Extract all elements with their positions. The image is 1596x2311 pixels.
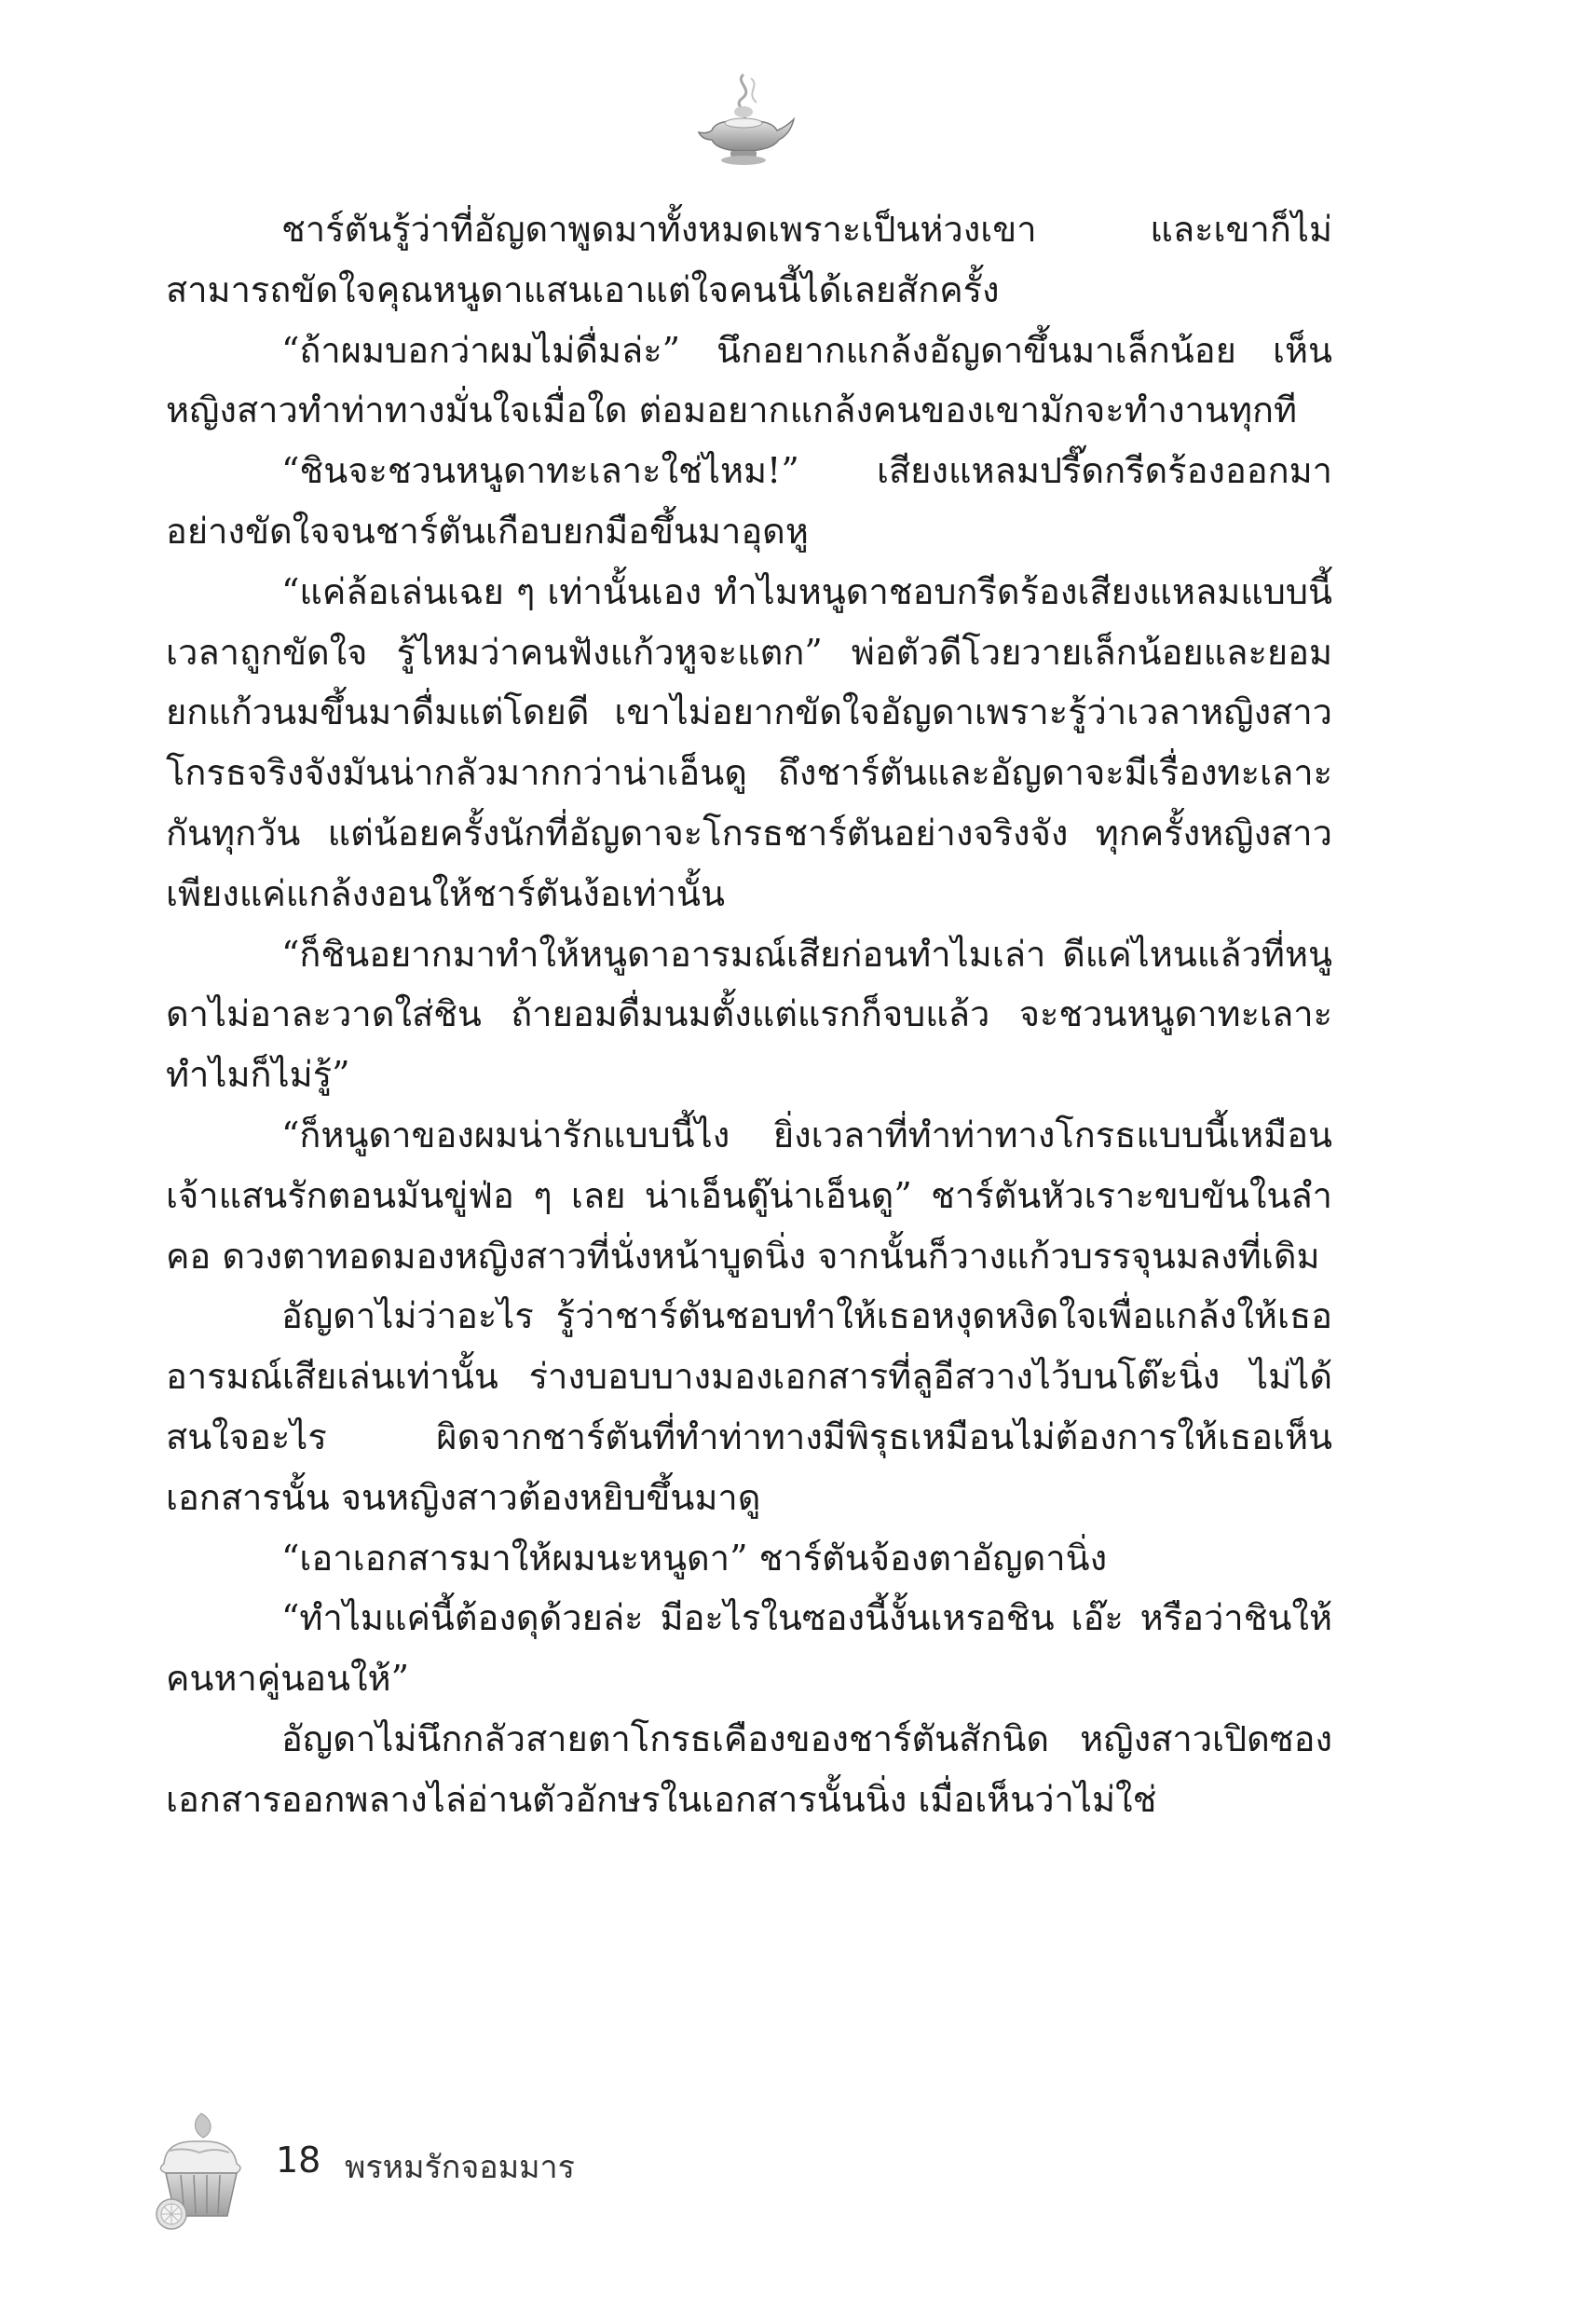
paragraph: “แค่ล้อเล่นเฉย ๆ เท่านั้นเอง ทำไมหนูดาชอบกรีดร้องเสียงแหลมแบบนี้เวลาถูกขัดใจ รู้ไหมว่าคนฟังแก้วหูจะแตก” พ่อตัวดีโวยวายเล็กน้อยและยอมยกแก้วนมขึ้นมาดื่มแต่โดยดี เขาไม่อยากขัดใจอัญดาเพราะรู้ว่าเวลาหญิงสาวโกรธจริงจังมันน่ากลัวมากกว่าน่าเอ็นดู ถึงชาร์ตันและอัญดาจะมีเรื่องทะเลาะกันทุกวัน แต่น้อยครั้งนักที่อัญดาจะโกรธชาร์ตันอย่างจริงจัง ทุกครั้งหญิงสาวเพียงแค่แกล้งงอนให้ชาร์ตันง้อเท่านั้น [166,570,1332,914]
paragraph: “ก็ชินอยากมาทำให้หนูดาอารมณ์เสียก่อนทำไมเล่า ดีแค่ไหนแล้วที่หนูดาไม่อาละวาดใส่ชิน ถ้ายอมดื่มนมตั้งแต่แรกก็จบแล้ว จะชวนหนูดาทะเลาะทำไมก็ไม่รู้” [166,933,1332,1096]
paragraph: “ทำไมแค่นี้ต้องดุด้วยล่ะ มีอะไรในซองนี้งั้นเหรอชิน เอ๊ะ หรือว่าชินให้คนหาคู่นอนให้” [166,1597,1332,1700]
paragraph: “ถ้าผมบอกว่าผมไม่ดื่มล่ะ” นึกอยากแกล้งอัญดาขึ้นมาเล็กน้อย เห็นหญิงสาวทำท่าทางมั่นใจเมื่อใด ต่อมอยากแกล้งคนของเขามักจะทำงานทุกที [166,329,1332,431]
paragraph: “เอาเอกสารมาให้ผมนะหนูดา” ชาร์ตันจ้องตาอัญดานิ่ง [281,1537,1108,1579]
paragraph: “ก็หนูดาของผมน่ารักแบบนี้ไง ยิ่งเวลาที่ทำท่าทางโกรธแบบนี้เหมือนเจ้าแสนรักตอนมันขู่ฟ่อ ๆ เลย น่าเอ็นดู๊น่าเอ็นดู” ชาร์ตันหัวเราะขบขันในลำคอ ดวงตาทอดมองหญิงสาวที่นั่งหน้าบูดนิ่ง จากนั้นก็วางแก้วบรรจุนมลงที่เดิม [166,1114,1332,1277]
book-title: พรหมรักจอมมาร [345,2149,575,2186]
cupcake-lemon-ornament-icon [147,2106,259,2236]
paragraph: อัญดาไม่ว่าอะไร รู้ว่าชาร์ตันชอบทำให้เธอหงุดหงิดใจเพื่อแกล้งให้เธออารมณ์เสียเล่นเท่านั้น ร่างบอบบางมองเอกสารที่ลูอีสวางไว้บนโต๊ะนิ่ง ไม่ได้สนใจอะไร ผิดจากชาร์ตันที่ทำท่าทางมีพิรุธเหมือนไม่ต้องการให้เธอเห็นเอกสารนั้น จนหญิงสาวต้องหยิบขึ้นมาดู [166,1295,1332,1518]
magic-lamp-ornament-icon [689,65,801,177]
page-number: 18 [276,2140,321,2181]
body-text [166,199,1332,1830]
paragraph: อัญดาไม่นึกกลัวสายตาโกรธเคืองของชาร์ตันสักนิด หญิงสาวเปิดซองเอกสารออกพลางไล่อ่านตัวอักษรในเอกสารนั้นนิ่ง เมื่อเห็นว่าไม่ใช่ [166,1717,1332,1820]
paragraph: ชาร์ตันรู้ว่าที่อัญดาพูดมาทั้งหมดเพราะเป็นห่วงเขา และเขาก็ไม่สามารถขัดใจคุณหนูดาแสนเอาแต่ใจคนนี้ได้เลยสักครั้ง [166,209,1332,310]
page-footer [147,2106,799,2236]
paragraph: “ชินจะชวนหนูดาทะเลาะใช่ไหม!” เสียงแหลมปรี๊ดกรีดร้องออกมาอย่างขัดใจจนชาร์ตันเกือบยกมือขึ้นมาอุดหู [166,450,1332,552]
